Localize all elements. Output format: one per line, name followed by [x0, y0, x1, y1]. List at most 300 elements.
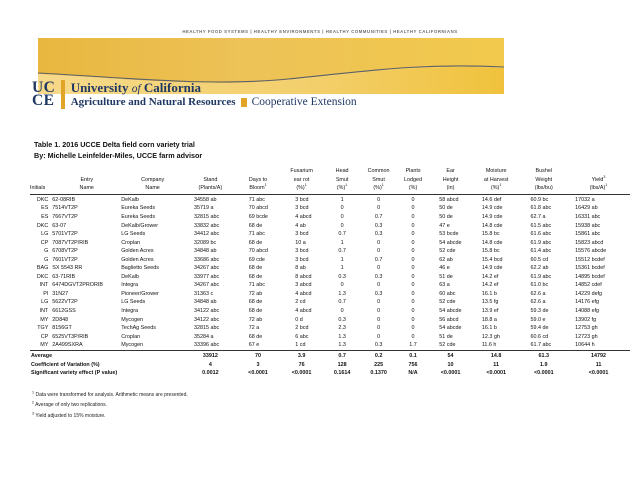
- cell-fusarium: 4 ab: [295, 222, 306, 229]
- summary-common-smut: 0.1370: [370, 370, 387, 377]
- cell-entry-name: 5622VT2P: [52, 299, 78, 306]
- cell-days-to-bloom: 68 de: [248, 265, 263, 272]
- th-headsmut-l1: Head: [335, 168, 349, 175]
- cell-stand: 34267 abc: [194, 282, 220, 289]
- cell-stand: 32815 abc: [194, 214, 220, 221]
- th-fusarium-l2: ear rot: [293, 176, 310, 183]
- th-stand-l1: [184, 167, 237, 176]
- logo-ce-text: CE: [32, 91, 55, 109]
- header-row-1: [30, 167, 630, 176]
- cell-company: DeKalb/Grower: [121, 222, 159, 229]
- th-bloom-l1: [237, 167, 280, 176]
- th-lodged-l1: Plants: [405, 168, 421, 175]
- cell-initials: MY: [40, 316, 49, 323]
- header-row-3: [30, 184, 630, 194]
- cell-company: DeKalb: [121, 196, 139, 203]
- cell-company: DeKalb: [121, 273, 139, 280]
- cell-ear-height: 52 cde: [439, 342, 456, 349]
- cell-ear-height: 60 abc: [439, 290, 456, 297]
- th-headsmut-l3: [324, 184, 360, 194]
- cell-common-smut: 0.3: [374, 273, 383, 280]
- summary-ear-height: 54: [429, 350, 472, 360]
- cell-common-smut: 0: [377, 325, 381, 332]
- cell-yield: 14088 efg: [575, 308, 600, 315]
- logo-coop-ext-text: Cooperative Extension: [251, 95, 357, 108]
- cell-fusarium: 2 bcd: [295, 325, 309, 332]
- cell-yield: 15861 abc: [575, 231, 601, 238]
- summary-ear-height: <0.0001: [440, 370, 461, 377]
- table-row: [30, 298, 630, 307]
- cell-initials: MY: [40, 342, 49, 349]
- cell-bushel-weight: 62.2 ab: [530, 265, 549, 272]
- summary-ear-height: 10: [447, 361, 454, 368]
- cell-fusarium: 3 bcd: [295, 248, 309, 255]
- summary-stand: 33912: [184, 350, 237, 360]
- cell-ear-height: 52 cde: [439, 248, 456, 255]
- cell-initials: CP: [40, 333, 49, 340]
- table-caption: [34, 140, 640, 161]
- cell-common-smut: 0: [377, 196, 381, 203]
- cell-bushel-weight: 61.6 abc: [530, 231, 552, 238]
- cell-fusarium: 10 a: [295, 239, 306, 246]
- cell-days-to-bloom: 68 de: [248, 333, 263, 340]
- cell-head-smut: 0: [340, 222, 344, 229]
- cell-common-smut: 0: [377, 333, 381, 340]
- th-earheight-l1: Ear: [446, 168, 455, 175]
- summary-bloom: 3: [256, 361, 260, 368]
- summary-label: Coefficient of Variation (%): [31, 361, 100, 368]
- cell-fusarium: 3 bcd: [295, 231, 309, 238]
- table-row: [30, 307, 630, 316]
- cell-company: LG Seeds: [121, 299, 146, 306]
- cell-plants-lodged: 0: [411, 299, 415, 306]
- summary-plants-lodged: N/A: [408, 370, 418, 377]
- cell-stand: 34267 abc: [194, 265, 220, 272]
- cell-days-to-bloom: 68 de: [248, 239, 263, 246]
- cell-bushel-weight: 59.0 e: [530, 316, 546, 323]
- cell-moisture: 16.1 b: [481, 325, 497, 332]
- cell-fusarium: 8 ab: [295, 265, 306, 272]
- cell-plants-lodged: 0: [411, 290, 415, 297]
- cell-head-smut: 0: [340, 282, 344, 289]
- th-yield-label: Yield: [591, 176, 604, 183]
- cell-head-smut: 0.7: [338, 248, 346, 255]
- cell-stand: 35284 a: [194, 333, 214, 340]
- th-headsmut-l2: Smut: [335, 176, 349, 183]
- cell-company: Croplan: [121, 333, 141, 340]
- cell-company: Golden Acres: [121, 248, 154, 255]
- cell-bushel-weight: 59.3 de: [530, 308, 549, 315]
- ucce-logo: [32, 80, 357, 109]
- cell-entry-name: 6612GSS: [52, 308, 76, 315]
- cell-moisture: 13.5 fg: [481, 299, 499, 306]
- cell-head-smut: 1.3: [338, 342, 346, 349]
- cell-plants-lodged: 0: [411, 231, 415, 238]
- cell-yield: 14852 cdef: [575, 282, 602, 289]
- cell-fusarium: 8 abcd: [295, 273, 312, 280]
- th-yield-sup: 3: [603, 174, 606, 179]
- cell-ear-height: 54 abcde: [439, 325, 462, 332]
- cell-company: Mycogen: [121, 342, 144, 349]
- cell-days-to-bloom: 72 ab: [248, 316, 263, 323]
- cell-days-to-bloom: 67 e: [248, 342, 260, 349]
- cell-yield: 12753 gh: [575, 325, 598, 332]
- cell-bushel-weight: 62.6 a: [530, 299, 546, 306]
- cell-entry-name: 2D848: [52, 316, 69, 323]
- summary-row: [30, 350, 630, 360]
- th-earheight-l3: (in): [429, 184, 472, 194]
- cell-stand: 33977 abc: [194, 273, 220, 280]
- summary-bushel: <0.0001: [533, 370, 554, 377]
- cell-initials: INT: [39, 308, 49, 315]
- cell-days-to-bloom: 72 a: [248, 325, 260, 332]
- cell-days-to-bloom: 70 abcd: [248, 248, 268, 255]
- cell-plants-lodged: 0: [411, 196, 415, 203]
- summary-stand: 0.0012: [202, 370, 219, 377]
- cell-plants-lodged: 0: [411, 265, 415, 272]
- cell-days-to-bloom: 71 abc: [248, 196, 265, 203]
- cell-moisture: 18.8 a: [481, 316, 497, 323]
- table-row: [30, 247, 630, 256]
- summary-common-smut: 0.2: [360, 350, 396, 360]
- cell-fusarium: 4 abcd: [295, 214, 312, 221]
- cell-company: Mycogen: [121, 316, 144, 323]
- cell-initials: DKC: [36, 196, 49, 203]
- cell-entry-name: 63-07: [52, 222, 67, 229]
- th-yield-l2: [567, 174, 630, 188]
- cell-ear-height: 46 e: [439, 265, 450, 272]
- cell-head-smut: 1: [340, 265, 344, 272]
- th-yield-l3: [567, 184, 630, 194]
- cell-entry-name: 6708VT2P: [52, 248, 78, 255]
- page-banner: [0, 0, 640, 118]
- cell-common-smut: 0.3: [374, 342, 383, 349]
- table-body: [30, 194, 630, 350]
- th-initials-l3: Initials: [30, 184, 52, 194]
- cell-entry-name: SX 5543 RR: [52, 265, 83, 272]
- cell-head-smut: 1: [340, 256, 344, 263]
- cell-entry-name: 6474DGVT2PRORIB: [52, 282, 103, 289]
- cell-fusarium: 4 abcd: [295, 308, 312, 315]
- cell-plants-lodged: 0: [411, 308, 415, 315]
- cell-head-smut: 0.7: [338, 231, 346, 238]
- cell-common-smut: 0: [377, 316, 381, 323]
- cell-company: Integra: [121, 308, 138, 315]
- summary-moisture: 14.8: [472, 350, 521, 360]
- summary-plants-lodged: 756: [408, 361, 418, 368]
- th-bushel-l1: Bushel: [535, 168, 553, 175]
- cell-ear-height: 47 e: [439, 222, 450, 229]
- document-body: [0, 140, 640, 421]
- cell-fusarium: 1 cd: [295, 342, 306, 349]
- cell-head-smut: 1: [340, 239, 344, 246]
- cell-days-to-bloom: 69 bcde: [248, 214, 268, 221]
- summary-yield: <0.0001: [588, 370, 609, 377]
- cell-head-smut: 0.3: [338, 316, 346, 323]
- cell-plants-lodged: 0: [411, 316, 415, 323]
- cell-days-to-bloom: 70 abcd: [248, 205, 268, 212]
- cell-bushel-weight: 62.7 a: [530, 214, 546, 221]
- th-bloom-sup: 1: [264, 183, 267, 188]
- table-row: [30, 324, 630, 333]
- cell-yield: 15361 bcdef: [575, 265, 605, 272]
- cell-common-smut: 0: [377, 265, 381, 272]
- cell-moisture: 14.9 cde: [481, 214, 503, 221]
- cell-moisture: 15.4 bcd: [481, 256, 503, 263]
- table-row: [30, 256, 630, 265]
- logo-anr-text: Agriculture and Natural Resources: [70, 95, 236, 108]
- th-moisture-l2: at Harvest: [483, 176, 509, 183]
- cell-ear-height: 50 de: [439, 205, 453, 212]
- th-entry-l3: Name: [52, 184, 121, 194]
- th-stand-l2: Stand: [203, 176, 218, 183]
- cell-bushel-weight: 59.4 de: [530, 325, 549, 332]
- cell-plants-lodged: 0: [411, 222, 415, 229]
- cell-ear-height: 63 a: [439, 282, 450, 289]
- th-commonsmut-sup: 1: [381, 183, 384, 188]
- cell-plants-lodged: 0: [411, 256, 415, 263]
- cell-days-to-bloom: 69 cde: [248, 256, 265, 263]
- summary-head-smut: 0.7: [324, 350, 360, 360]
- cell-days-to-bloom: 68 de: [248, 308, 263, 315]
- cell-common-smut: 0.7: [374, 256, 383, 263]
- cell-moisture: 15.8 bc: [481, 231, 500, 238]
- cell-plants-lodged: 0: [411, 333, 415, 340]
- footnote-item: [32, 400, 640, 411]
- cell-fusarium: 3 bcd: [295, 256, 309, 263]
- footnote-marker: 2: [32, 400, 35, 405]
- summary-yield: 11: [595, 361, 602, 368]
- cell-stand: 34122 abc: [194, 316, 220, 323]
- cell-bushel-weight: 60.9 bc: [530, 196, 549, 203]
- cell-plants-lodged: 0: [411, 325, 415, 332]
- cell-entry-name: 2A499SXRA: [52, 342, 83, 349]
- th-initials-l1: [30, 167, 52, 176]
- cell-ear-height: 51 de: [439, 333, 453, 340]
- cell-days-to-bloom: 68 de: [248, 299, 263, 306]
- th-commonsmut-l3: [360, 184, 396, 194]
- cell-fusarium: 0 d: [295, 316, 303, 323]
- logo-wordmark: [71, 81, 357, 109]
- th-earheight-l2: Height: [442, 176, 459, 183]
- th-commonsmut-unit: (%): [373, 185, 382, 192]
- cell-ear-height: 58 abcd: [439, 196, 459, 203]
- cell-head-smut: 0: [340, 308, 344, 315]
- cell-entry-name: 7667VT2P: [52, 214, 78, 221]
- cell-common-smut: 0: [377, 282, 381, 289]
- cell-plants-lodged: 0: [411, 282, 415, 289]
- cell-common-smut: 0.3: [374, 290, 383, 297]
- summary-yield: 14792: [567, 350, 630, 360]
- cell-ear-height: 50 de: [439, 214, 453, 221]
- summary-fusarium: <0.0001: [291, 370, 312, 377]
- cell-stand: 34412 abc: [194, 231, 220, 238]
- cell-ear-height: 52 cde: [439, 299, 456, 306]
- cell-company: Croplan: [121, 239, 141, 246]
- cell-yield: 16331 abc: [575, 214, 601, 221]
- summary-head-smut: 128: [337, 361, 347, 368]
- table-row: [30, 222, 630, 231]
- cell-initials: TGY: [37, 325, 49, 332]
- cell-common-smut: 0: [377, 299, 381, 306]
- summary-common-smut: 225: [374, 361, 384, 368]
- table-row: [30, 264, 630, 273]
- summary-label: Significant variety effect (P value): [31, 370, 118, 377]
- cell-common-smut: 0: [377, 205, 381, 212]
- cell-ear-height: 54 abcde: [439, 239, 462, 246]
- cell-yield: 15823 abcd: [575, 239, 604, 246]
- cell-moisture: 14.9 cde: [481, 265, 503, 272]
- cell-company: LG Seeds: [121, 231, 146, 238]
- cell-entry-name: 62-08RIB: [52, 196, 76, 203]
- cell-moisture: 12.3 gh: [481, 333, 500, 340]
- cell-plants-lodged: 0: [411, 239, 415, 246]
- cell-plants-lodged: 0: [411, 248, 415, 255]
- cell-initials: INT: [39, 282, 49, 289]
- cell-yield: 17032 a: [575, 196, 595, 203]
- cell-head-smut: 0.3: [338, 273, 346, 280]
- summary-fusarium: 3.9: [279, 350, 324, 360]
- cell-bushel-weight: 61.8 abc: [530, 205, 552, 212]
- table-header: [30, 167, 630, 194]
- footnote-text: Average of only two replications.: [34, 402, 108, 409]
- table-row: [30, 290, 630, 299]
- cell-bushel-weight: 61.0 bc: [530, 282, 549, 289]
- cell-yield: 15576 abcde: [575, 248, 607, 255]
- cell-moisture: 14.8 cde: [481, 222, 503, 229]
- th-lodged-l3: (%): [397, 184, 429, 194]
- cell-initials: G: [44, 248, 49, 255]
- cell-yield: 14176 efg: [575, 299, 600, 306]
- cell-initials: LG: [41, 231, 49, 238]
- cell-plants-lodged: 0: [411, 205, 415, 212]
- cell-entry-name: 8156GT: [52, 325, 72, 332]
- th-entry-l2: Entry: [80, 176, 94, 183]
- th-moisture-sup: 1: [499, 183, 502, 188]
- cell-yield: 12723 gh: [575, 333, 598, 340]
- th-entry-l1: [52, 167, 121, 176]
- cell-yield: 10644 h: [575, 342, 595, 349]
- cell-plants-lodged: 0: [411, 273, 415, 280]
- footnote-marker: 3: [32, 410, 35, 415]
- summary-bushel: 1.9: [540, 361, 548, 368]
- logo-division-line: [71, 96, 357, 109]
- footnote-item: [32, 411, 640, 422]
- cell-initials: ES: [41, 214, 49, 221]
- th-yield-l1: [567, 167, 630, 176]
- th-commonsmut-l1: Common: [367, 168, 390, 175]
- cell-company: TechAg Seeds: [121, 325, 156, 332]
- th-fusarium-unit: (%): [296, 185, 305, 192]
- cell-bushel-weight: 61.7 abc: [530, 342, 552, 349]
- summary-stand: 4: [208, 361, 212, 368]
- table-row: [30, 239, 630, 248]
- cell-stand: 33396 abc: [194, 342, 220, 349]
- variety-trial-table: [30, 167, 630, 378]
- cell-company: Baglietto Seeds: [121, 265, 159, 272]
- cell-entry-name: 63-71RIB: [52, 273, 76, 280]
- th-headsmut-sup: 1: [345, 183, 348, 188]
- cell-stand: 32815 abc: [194, 325, 220, 332]
- cell-head-smut: 1.3: [338, 290, 346, 297]
- cell-initials: LG: [41, 299, 49, 306]
- th-yield-sup2: 1: [605, 183, 608, 188]
- cell-stand: 31363 c: [194, 290, 214, 297]
- cell-initials: PI: [43, 290, 49, 297]
- cell-company: Golden Acres: [121, 256, 154, 263]
- cell-plants-lodged: 0: [411, 214, 415, 221]
- footnote-item: [32, 390, 640, 401]
- cell-initials: DKC: [36, 222, 49, 229]
- th-company-l1: [121, 167, 184, 176]
- cell-bushel-weight: 61.9 abc: [530, 239, 552, 246]
- cell-yield: 14229 defg: [575, 290, 603, 297]
- th-fusarium-l3: [279, 184, 324, 194]
- table-row: [30, 194, 630, 204]
- logo-ucce-monogram: [32, 79, 61, 109]
- cell-yield: 13902 fg: [575, 316, 597, 323]
- th-fusarium-sup: 1: [304, 183, 307, 188]
- cell-yield: 15512 bcdef: [575, 256, 605, 263]
- cell-bushel-weight: 60.5 cd: [530, 256, 549, 263]
- th-bushel-l3: (lbs/bu): [520, 184, 567, 194]
- th-lodged-l2: Lodged: [404, 176, 423, 183]
- cell-stand: 34848 ab: [194, 299, 217, 306]
- cell-fusarium: 3 bcd: [295, 205, 309, 212]
- cell-moisture: 14.6 def: [481, 196, 502, 203]
- table-row: [30, 316, 630, 325]
- cell-stand: 35719 a: [194, 205, 214, 212]
- cell-bushel-weight: 60.6 cd: [530, 333, 549, 340]
- cell-yield: 15938 abc: [575, 222, 601, 229]
- th-bushel-l2: Weight: [535, 176, 553, 183]
- th-moisture-l3: [472, 184, 521, 194]
- summary-fusarium: 76: [298, 361, 305, 368]
- summary-moisture: 11: [493, 361, 499, 368]
- table-row: [30, 273, 630, 282]
- cell-days-to-bloom: 68 de: [248, 273, 263, 280]
- cell-moisture: 14.9 cde: [481, 205, 503, 212]
- th-fusarium-l1: Fusarium: [290, 168, 313, 175]
- summary-label: Average: [30, 350, 184, 360]
- logo-university-line: [71, 81, 357, 96]
- cell-moisture: 11.6 h: [481, 342, 497, 349]
- cell-entry-name: 6525VT3P/RIB: [52, 333, 89, 340]
- summary-bloom: <0.0001: [248, 370, 268, 377]
- cell-head-smut: 0.7: [338, 299, 346, 306]
- cell-yield: 16429 ab: [575, 205, 598, 212]
- cell-stand: 32089 bc: [194, 239, 217, 246]
- logo-of-text: of: [131, 82, 141, 95]
- cell-company: Eureka Seeds: [121, 205, 156, 212]
- table-row: [30, 213, 630, 222]
- footnote-text: Data were transformed for analysis. Arithmetic means are presented.: [34, 391, 188, 398]
- cell-entry-name: 31N27: [52, 290, 69, 297]
- cell-initials: G: [44, 256, 49, 263]
- th-stand-l3: (Plants/A): [184, 184, 237, 194]
- cell-company: Eureka Seeds: [121, 214, 156, 221]
- summary-row: [30, 369, 630, 378]
- th-initials-l2: [30, 176, 52, 185]
- logo-university-text: University: [70, 79, 132, 95]
- cell-days-to-bloom: 68 de: [248, 222, 263, 229]
- table-title-line: Table 1. 2016 UCCE Delta field corn variety trial: [34, 140, 195, 149]
- th-moisture-l1: Moisture: [485, 168, 507, 175]
- cell-fusarium: 6 abc: [295, 333, 309, 340]
- cell-common-smut: 0.7: [374, 214, 383, 221]
- table-summary: [30, 350, 630, 377]
- summary-plants-lodged: 0.1: [397, 350, 429, 360]
